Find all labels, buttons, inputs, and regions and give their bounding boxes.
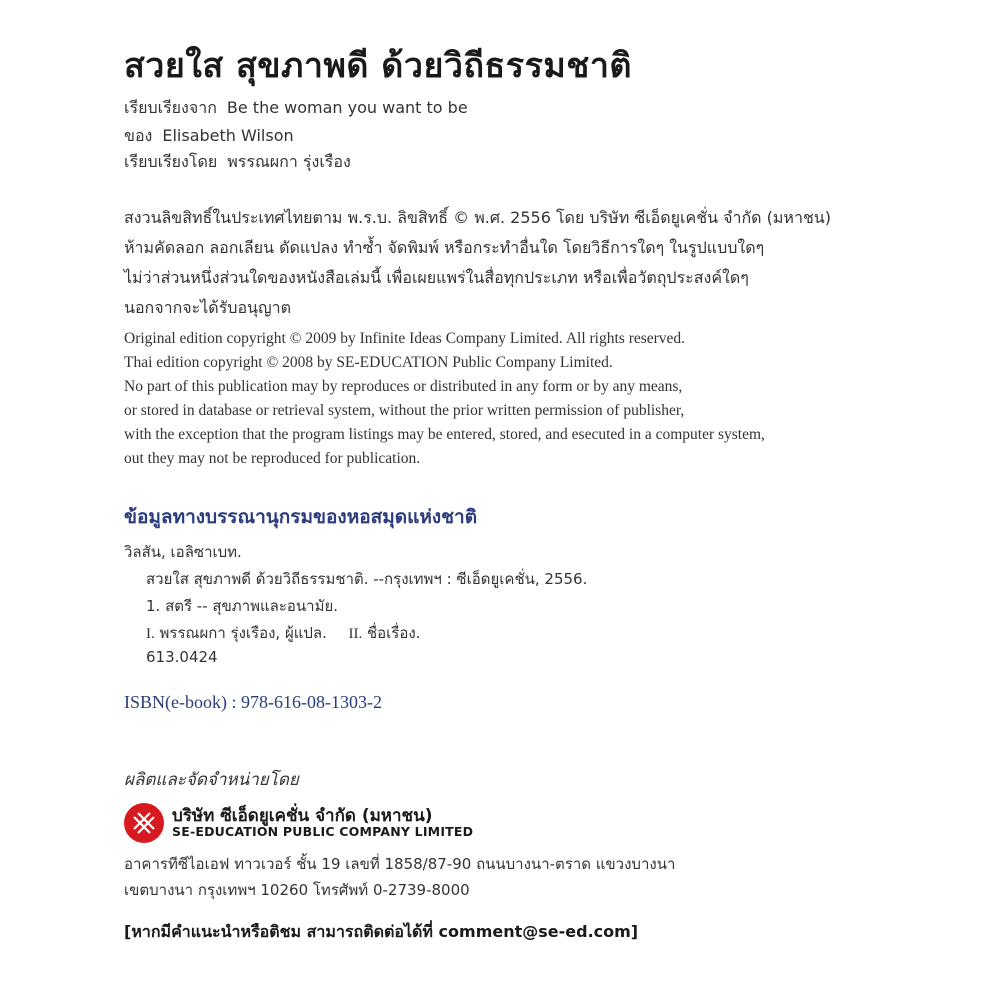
thai-rights-line: สงวนลิขสิทธิ์ในประเทศไทยตาม พ.ร.บ. ลิขสิทธิ์ © พ.ศ. 2556 โดย บริษัท ซีเอ็ดยูเคชั่น จำกัด (มหาชน) (124, 208, 831, 227)
company-address-line: อาคารทีซีไอเอฟ ทาวเวอร์ ชั้น 19 เลขที่ 1858/87-90 ถนนบางนา-ตราด แขวงบางนา (124, 855, 676, 873)
cip-heading: ข้อมูลทางบรรณานุกรมของหอสมุดแห่งชาติ (124, 506, 478, 528)
english-rights-line: No part of this publication may by reproduces or distributed in any form or by any means, (124, 378, 683, 395)
distributor-label: ผลิตและจัดจำหน่ายโดย (124, 770, 299, 790)
credit-value: พรรณผกา รุ่งเรือง (227, 152, 351, 171)
entry-title: ชื่อเรื่อง. (366, 624, 421, 642)
english-rights-line: Thai edition copyright © 2008 by SE-EDUCATION Public Company Limited. (124, 354, 613, 371)
cip-subject: 1. สตรี -- สุขภาพและอนามัย. (146, 597, 339, 615)
credit-label: เรียบเรียงจาก (124, 98, 217, 117)
credit-value: Be the woman you want to be (226, 98, 468, 117)
contact-note: [หากมีคำแนะนำหรือติชม สามารถติดต่อได้ที่ comment@se-ed.com] (124, 922, 639, 941)
english-rights-line: with the exception that the program listings may be entered, stored, and esecuted in a computer system, (124, 426, 765, 443)
credit-value: Elisabeth Wilson (162, 126, 294, 145)
entry-number: II. (348, 626, 363, 642)
se-ed-logo-icon (124, 803, 164, 843)
cip-class-number: 613.0424 (146, 648, 218, 666)
thai-rights-line: นอกจากจะได้รับอนุญาต (124, 298, 291, 317)
company-name-english: SE-EDUCATION PUBLIC COMPANY LIMITED (172, 824, 474, 839)
english-rights-line: Original edition copyright © 2009 by Infinite Ideas Company Limited. All rights reserved. (124, 330, 686, 347)
thai-rights-line: ไม่ว่าส่วนหนึ่งส่วนใดของหนังสือเล่มนี้ เพื่อเผยแพร่ในสื่อทุกประเภท หรือเพื่อวัตถุประสงค์ใดๆ (124, 268, 749, 287)
english-rights-line: out they may not be reproduced for publication. (124, 450, 421, 467)
thai-rights-line: ห้ามคัดลอก ลอกเลียน ดัดแปลง ทำซ้ำ จัดพิมพ์ หรือกระทำอื่นใด โดยวิธีการใดๆ ในรูปแบบใดๆ (124, 238, 765, 257)
cip-book-line: สวยใส สุขภาพดี ด้วยวิถีธรรมชาติ. --กรุงเทพฯ : ซีเอ็ดยูเคชั่น, 2556. (146, 570, 588, 588)
credit-label: ของ (124, 126, 153, 145)
entry-translator: พรรณผกา รุ่งเรือง, ผู้แปล. (159, 624, 327, 642)
company-address-line: เขตบางนา กรุงเทพฯ 10260 โทรศัพท์ 0-2739-8000 (124, 881, 470, 899)
company-name-thai: บริษัท ซีเอ็ดยูเคชั่น จำกัด (มหาชน) (172, 806, 433, 826)
entry-number: I. (146, 626, 155, 642)
english-rights-line: or stored in database or retrieval system, without the prior written permission of publisher, (124, 402, 685, 419)
isbn: ISBN(e-book) : 978-616-08-1303-2 (124, 692, 382, 712)
credit-translator (124, 150, 351, 175)
credit-label: เรียบเรียงโดย (124, 152, 218, 171)
credit-compiled-from (124, 96, 468, 121)
credit-author (124, 124, 294, 149)
book-title: สวยใส สุขภาพดี ด้วยวิถีธรรมชาติ (124, 46, 632, 86)
cip-added-entries (146, 621, 420, 645)
cip-author: วิลสัน, เอลิซาเบท. (124, 543, 242, 561)
